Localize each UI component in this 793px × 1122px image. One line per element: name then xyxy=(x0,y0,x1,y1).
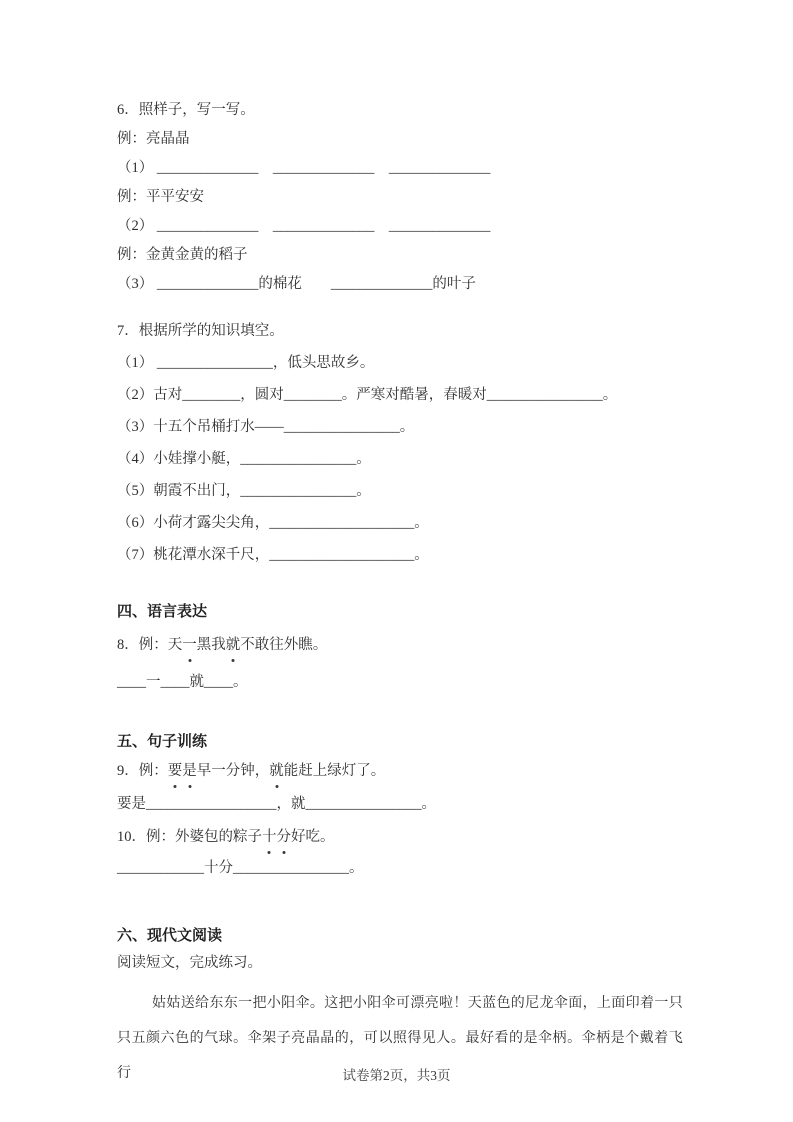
reading-passage: 姑姑送给东东一把小阳伞。这把小阳伞可漂亮啦！天蓝色的尼龙伞面，上面印着一只只五颜六色的气球。伞架子亮晶晶的，可以照得见人。最好看的是伞柄。伞柄是个戴着飞行 xyxy=(117,996,683,1081)
q6-answer-row-3: （3） ______________的棉花 ______________的叶子 xyxy=(117,276,476,292)
q6-title: 6．照样子，写一写。 xyxy=(117,102,255,118)
q10-example-prefix: 10．例： xyxy=(117,829,175,845)
question-6 xyxy=(117,96,683,299)
q10-example-text: 外婆包的粽子十分好吃。 xyxy=(175,829,335,845)
q6-answer-row-2: （2） ______________ ______________ ______________ xyxy=(117,218,491,234)
q10-example xyxy=(117,823,683,852)
q7-title: 7．根据所学的知识填空。 xyxy=(117,323,284,339)
q8-example xyxy=(117,631,683,660)
q7-item-5: （5）朝霞不出门，________________。 xyxy=(117,483,371,499)
q9-answer-row: 要是__________________，就________________。 xyxy=(117,796,436,812)
q6-example-1: 例：亮晶晶 xyxy=(117,131,190,147)
q7-item-1: （1） ________________，低头思故乡。 xyxy=(117,355,375,371)
q7-item-2: （2）古对________，圆对________。严寒对酷暑，春暖对________________。 xyxy=(117,387,618,403)
page-content xyxy=(117,96,683,1105)
reading-instruction: 阅读短文，完成练习。 xyxy=(117,955,262,971)
q6-answer-row-1: （1） ______________ ______________ ______________ xyxy=(117,160,491,176)
q8-answer-row: ____一____就____。 xyxy=(117,674,248,690)
question-7 xyxy=(117,315,683,571)
q9-example-text: 要是早一分钟，就能赶上绿灯了。 xyxy=(168,763,386,779)
q6-example-2: 例：平平安安 xyxy=(117,189,204,205)
q7-item-7: （7）桃花潭水深千尺，____________________。 xyxy=(117,547,429,563)
q7-item-4: （4）小娃撑小艇，________________。 xyxy=(117,451,371,467)
q8-example-text: 天一黑我就不敢往外瞧。 xyxy=(168,637,328,653)
q7-item-3: （3）十五个吊桶打水——________________。 xyxy=(117,419,415,435)
section-5-sentences xyxy=(117,729,683,883)
page-footer: 试卷第2页，共3页 xyxy=(342,1068,451,1083)
q9-example xyxy=(117,757,683,786)
q7-item-6: （6）小荷才露尖尖角，____________________。 xyxy=(117,515,429,531)
section-6-heading: 六、现代文阅读 xyxy=(117,927,223,944)
q8-example-prefix: 8．例： xyxy=(117,637,168,653)
section-5-heading: 五、句子训练 xyxy=(117,733,208,750)
q10-answer-row: ____________十分________________。 xyxy=(117,860,364,876)
q9-example-prefix: 9．例： xyxy=(117,763,168,779)
section-4-language xyxy=(117,599,683,697)
section-4-heading: 四、语言表达 xyxy=(117,603,208,620)
q6-example-3: 例：金黄金黄的稻子 xyxy=(117,247,248,263)
